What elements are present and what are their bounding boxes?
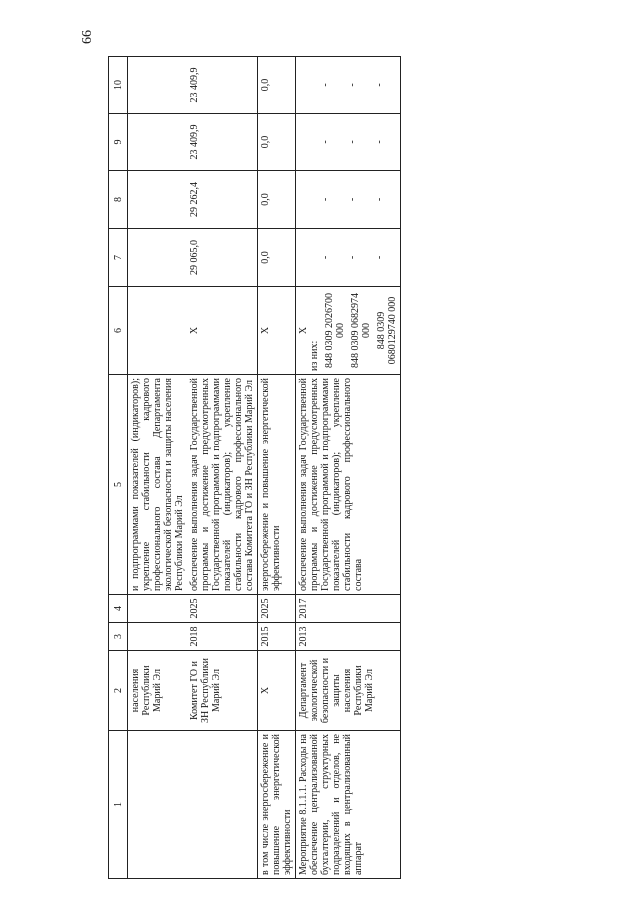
cell-dash: - bbox=[347, 140, 358, 144]
column-number-row bbox=[109, 57, 128, 879]
cell-start-year: 2018 bbox=[187, 623, 258, 651]
col-header-7: 7 bbox=[109, 229, 128, 287]
cell-value bbox=[296, 171, 401, 229]
cell-value bbox=[128, 57, 188, 114]
col-header-4: 4 bbox=[109, 595, 128, 623]
cell-start-year bbox=[128, 623, 188, 651]
cell-executor: Департамент экологической безопасности и защиты населения Республики Марий Эл bbox=[296, 651, 401, 731]
cell-dash: - bbox=[320, 255, 331, 260]
cell-budget-code bbox=[296, 287, 401, 375]
col-header-3: 3 bbox=[109, 623, 128, 651]
cell-result: обеспечение выполнения задач Государственной программы и достижение предусмотренных Государственной программой и подпрограммами показателей (индикаторов); укрепление стабильности кадрового профессионального состава Комитета ГО и ЗН Республики Марий Эл bbox=[187, 375, 258, 595]
col-header-9: 9 bbox=[109, 114, 128, 171]
cell-result: энергосбережение и повышение энергетической эффективности bbox=[258, 375, 296, 595]
cell-budget-code-line: 848 0309 0682974 000 bbox=[350, 293, 372, 368]
cell-dash: - bbox=[347, 255, 358, 260]
cell-value: 0,0 bbox=[258, 57, 296, 114]
cell-budget-code bbox=[128, 287, 188, 375]
cell-budget-code-line: 848 0309 0680129740 000 bbox=[376, 296, 398, 365]
cell-value bbox=[296, 114, 401, 171]
cell-budget-code: X bbox=[258, 287, 296, 375]
cell-result: обеспечение выполнения задач Государственной программы и достижение предусмотренных Государственной программой и подпрограммами показателей (индикаторов); укрепление стабильности кадрового профессионального состава bbox=[296, 375, 401, 595]
cell-value bbox=[296, 229, 401, 287]
cell-value: 23 409,9 bbox=[187, 114, 258, 171]
col-header-6: 6 bbox=[109, 287, 128, 375]
table-row bbox=[128, 57, 188, 879]
cell-value: 23 409,9 bbox=[187, 57, 258, 114]
table-row bbox=[258, 57, 296, 879]
table-row bbox=[296, 57, 401, 879]
cell-value: 29 065,0 bbox=[187, 229, 258, 287]
cell-end-year bbox=[128, 595, 188, 623]
cell-value bbox=[296, 57, 401, 114]
cell-name bbox=[128, 731, 188, 879]
cell-name: в том числе энергосбережение и повышение энергетической эффективности bbox=[258, 731, 296, 879]
program-table bbox=[108, 56, 401, 879]
col-header-10: 10 bbox=[109, 57, 128, 114]
cell-end-year: 2025 bbox=[187, 595, 258, 623]
cell-dash: - bbox=[320, 83, 331, 87]
cell-end-year: 2025 bbox=[258, 595, 296, 623]
cell-value: 0,0 bbox=[258, 229, 296, 287]
cell-dash: - bbox=[374, 197, 385, 202]
cell-value: 0,0 bbox=[258, 171, 296, 229]
cell-dash: - bbox=[320, 140, 331, 144]
cell-budget-code-subtotal-label: из них: bbox=[309, 340, 320, 371]
cell-executor: Комитет ГО и ЗН Республики Марий Эл bbox=[187, 651, 258, 731]
col-header-2: 2 bbox=[109, 651, 128, 731]
cell-dash: - bbox=[374, 140, 385, 144]
cell-value bbox=[128, 114, 188, 171]
cell-name bbox=[187, 731, 258, 879]
cell-dash: - bbox=[374, 83, 385, 87]
table-row bbox=[187, 57, 258, 879]
program-table-sheet bbox=[108, 57, 548, 879]
cell-dash: - bbox=[347, 83, 358, 87]
cell-end-year: 2017 bbox=[296, 595, 401, 623]
cell-budget-code: X bbox=[187, 287, 258, 375]
cell-dash: - bbox=[374, 255, 385, 260]
cell-value bbox=[128, 229, 188, 287]
col-header-5: 5 bbox=[109, 375, 128, 595]
cell-dash: - bbox=[320, 197, 331, 202]
cell-start-year: 2015 bbox=[258, 623, 296, 651]
cell-dash: - bbox=[347, 197, 358, 202]
col-header-1: 1 bbox=[109, 731, 128, 879]
cell-executor: X bbox=[258, 651, 296, 731]
cell-budget-code-x: X bbox=[298, 326, 309, 335]
col-header-8: 8 bbox=[109, 171, 128, 229]
page-number: 66 bbox=[80, 30, 95, 44]
cell-value: 0,0 bbox=[258, 114, 296, 171]
cell-value bbox=[128, 171, 188, 229]
cell-name: Мероприятие 8.1.1.1. Расходы на обеспечение централизованной бухгалтерии, структурных подразделений и отделов, не входящих в централизованный аппарат bbox=[296, 731, 401, 879]
cell-value: 29 262,4 bbox=[187, 171, 258, 229]
cell-result: и подпрограммами показателей (индикаторов); укрепление стабильности кадрового профессионального состава Департамента экологической безопасности и защиты населения Республики Марий Эл bbox=[128, 375, 188, 595]
cell-budget-code-line: 848 0309 2026700 000 bbox=[324, 293, 346, 368]
cell-start-year: 2013 bbox=[296, 623, 401, 651]
cell-executor: населения Республики Марий Эл bbox=[128, 651, 188, 731]
